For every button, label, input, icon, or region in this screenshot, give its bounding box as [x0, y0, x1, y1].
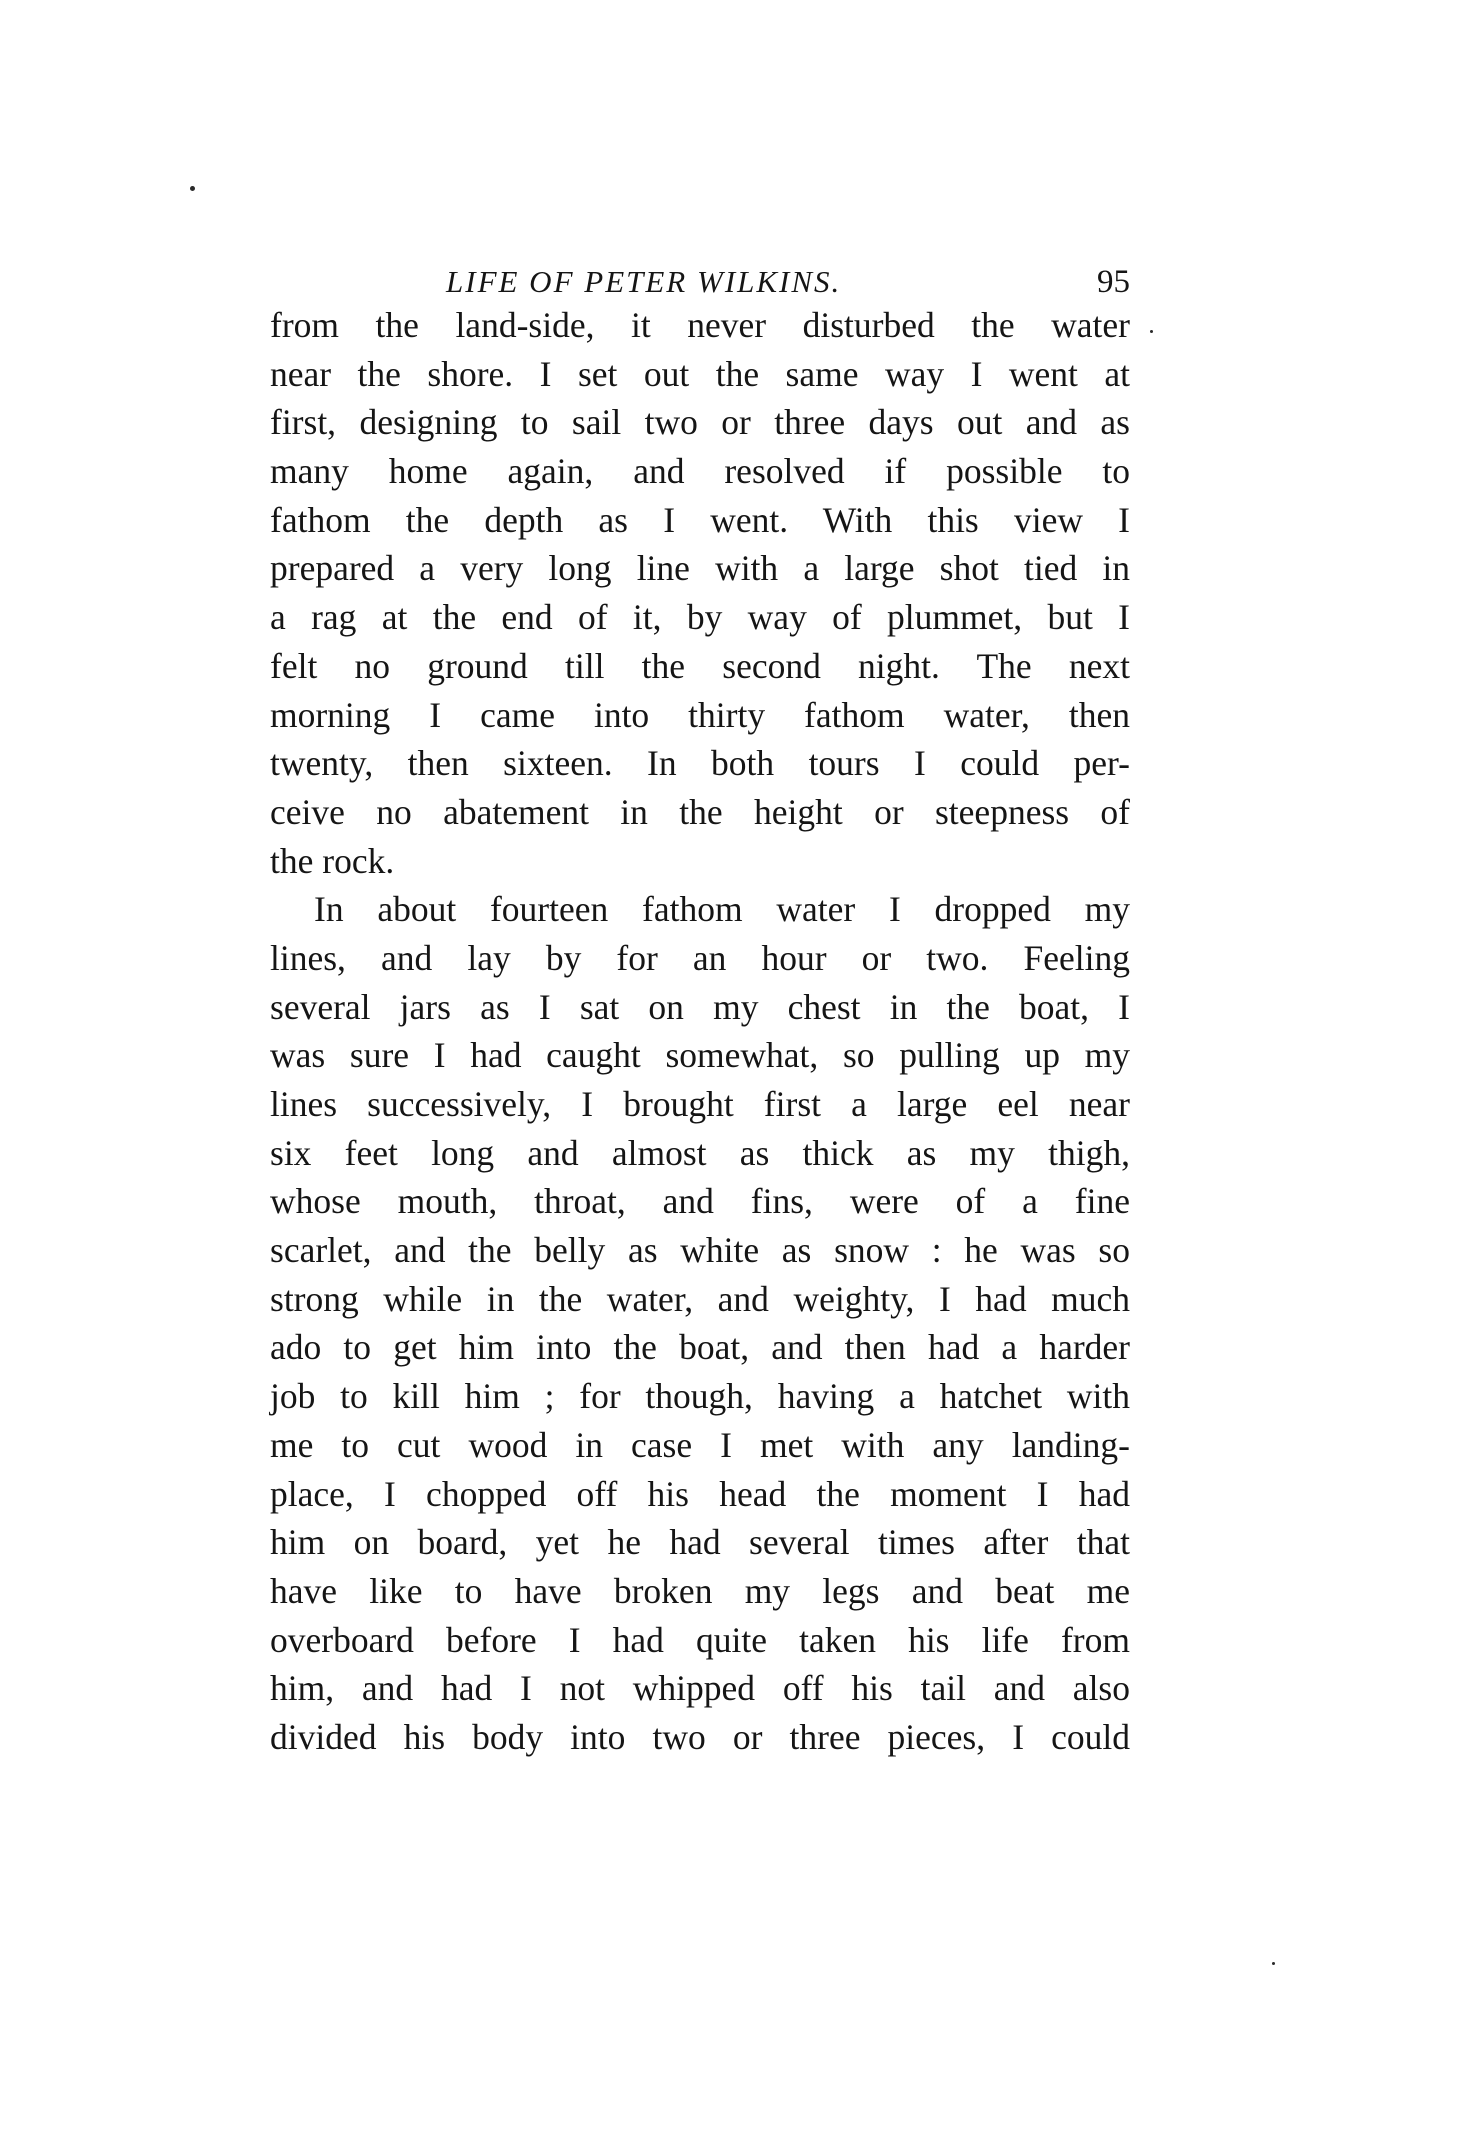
text-line: near the shore. I set out the same way I went at — [270, 353, 1130, 394]
text-line: overboard before I had quite taken his life from — [270, 1619, 1130, 1660]
text-line: from the land-side, it never disturbed the water — [270, 305, 1130, 345]
text-line: several jars as I sat on my chest in the boat, I — [270, 986, 1130, 1027]
text-line: job to kill him ; for though, having a hatchet with — [270, 1376, 1130, 1417]
text-line: strong while in the water, and weighty, I had much — [270, 1278, 1130, 1319]
text-line: In about fourteen fathom water I dropped my — [314, 889, 1130, 930]
text-line: ado to get him into the boat, and then had a harder — [270, 1327, 1130, 1368]
text-line: was sure I had caught somewhat, so pulling up my — [270, 1035, 1130, 1076]
text-line: first, designing to sail two or three days out and as — [270, 402, 1130, 443]
text-line: scarlet, and the belly as white as snow : he was so — [270, 1230, 1130, 1271]
text-line: felt no ground till the second night. The next — [270, 645, 1130, 686]
text-line: the rock. — [270, 840, 395, 881]
text-line: lines, and lay by for an hour or two. Feeling — [270, 937, 1130, 978]
text-line: six feet long and almost as thick as my thigh, — [270, 1132, 1130, 1173]
ink-speck — [1150, 330, 1153, 333]
ink-speck — [190, 186, 195, 191]
paragraph — [270, 885, 1130, 1761]
paragraph — [270, 301, 1130, 885]
text-line: whose mouth, throat, and fins, were of a fine — [270, 1181, 1130, 1222]
text-line: have like to have broken my legs and beat me — [270, 1570, 1130, 1611]
ink-speck — [1272, 1962, 1275, 1965]
text-line: place, I chopped off his head the moment I had — [270, 1473, 1130, 1514]
text-line: divided his body into two or three pieces, I could — [270, 1716, 1130, 1757]
body-text — [270, 301, 1130, 1762]
text-line: ceive no abatement in the height or steepness of — [270, 791, 1130, 832]
text-line: fathom the depth as I went. With this view I — [270, 499, 1130, 540]
text-line: a rag at the end of it, by way of plummet, but I — [270, 597, 1130, 638]
page-number: 95 — [1097, 264, 1130, 300]
text-line: me to cut wood in case I met with any landing- — [270, 1424, 1130, 1465]
running-title: LIFE OF PETER WILKINS. — [446, 264, 842, 299]
text-line: lines successively, I brought first a large eel near — [270, 1084, 1130, 1124]
text-line: him, and had I not whipped off his tail and also — [270, 1668, 1130, 1709]
text-line: morning I came into thirty fathom water, then — [270, 694, 1130, 735]
text-line: twenty, then sixteen. In both tours I could per- — [270, 743, 1130, 784]
text-line: prepared a very long line with a large shot tied in — [270, 548, 1130, 589]
text-line: many home again, and resolved if possible to — [270, 451, 1130, 492]
text-line: him on board, yet he had several times after that — [270, 1522, 1130, 1563]
